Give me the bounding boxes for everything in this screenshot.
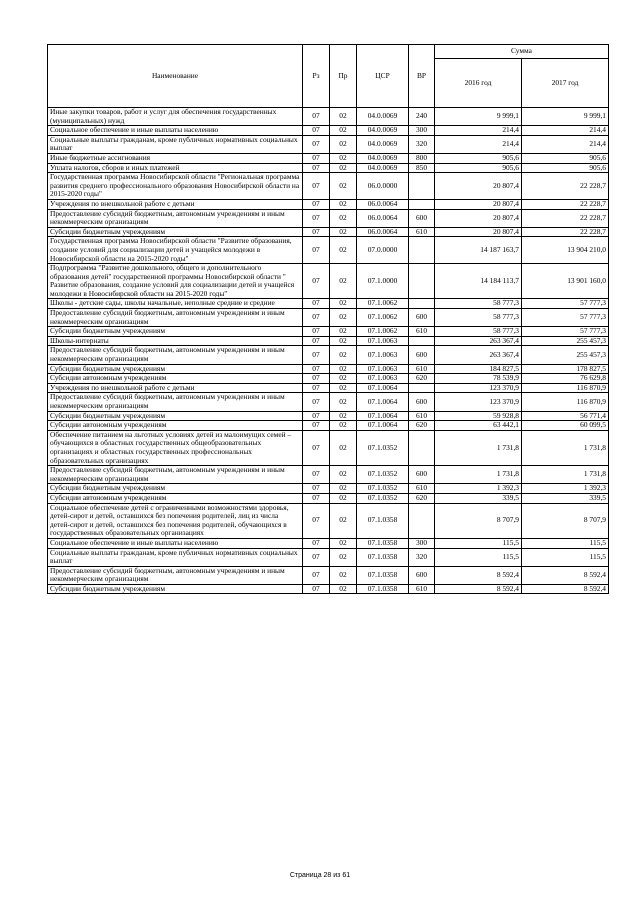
cell-pr: 02 xyxy=(330,209,357,227)
cell-rz: 07 xyxy=(303,209,330,227)
cell-2017: 8 592,4 xyxy=(522,566,609,584)
cell-2017: 8 707,9 xyxy=(522,503,609,538)
cell-name: Школы-интернаты xyxy=(48,336,303,346)
cell-vr xyxy=(409,383,435,393)
cell-pr: 02 xyxy=(330,393,357,411)
cell-vr xyxy=(409,237,435,264)
cell-rz: 07 xyxy=(303,374,330,384)
cell-vr: 610 xyxy=(409,484,435,494)
table-row xyxy=(48,430,609,465)
cell-2016: 20 807,4 xyxy=(435,199,522,209)
cell-rz: 07 xyxy=(303,299,330,309)
cell-vr: 600 xyxy=(409,346,435,364)
cell-rz: 07 xyxy=(303,430,330,465)
cell-pr: 02 xyxy=(330,484,357,494)
cell-rz: 07 xyxy=(303,309,330,327)
cell-csr: 07.1.0062 xyxy=(357,309,409,327)
cell-2016: 8 707,9 xyxy=(435,503,522,538)
cell-rz: 07 xyxy=(303,327,330,337)
cell-2016: 20 807,4 xyxy=(435,173,522,200)
cell-2017: 13 901 160,0 xyxy=(522,264,609,299)
cell-csr: 07.1.0063 xyxy=(357,374,409,384)
cell-rz: 07 xyxy=(303,336,330,346)
cell-csr: 07.1.0352 xyxy=(357,484,409,494)
cell-2016: 263 367,4 xyxy=(435,346,522,364)
cell-pr: 02 xyxy=(330,336,357,346)
cell-pr: 02 xyxy=(330,163,357,173)
cell-name: Субсидии автономным учреждениям xyxy=(48,493,303,503)
header-name: Наименование xyxy=(48,45,303,108)
cell-name: Субсидии бюджетным учреждениям xyxy=(48,327,303,337)
cell-vr: 620 xyxy=(409,374,435,384)
cell-rz: 07 xyxy=(303,163,330,173)
cell-rz: 07 xyxy=(303,548,330,566)
cell-csr: 06.0.0064 xyxy=(357,209,409,227)
cell-name: Учреждения по внешкольной работе с детьми xyxy=(48,383,303,393)
cell-csr: 07.1.0063 xyxy=(357,364,409,374)
cell-csr: 07.1.0352 xyxy=(357,466,409,484)
cell-2017: 214,4 xyxy=(522,126,609,136)
budget-table xyxy=(47,44,609,594)
table-row xyxy=(48,584,609,594)
cell-csr: 06.0.0064 xyxy=(357,199,409,209)
table-row xyxy=(48,493,609,503)
cell-name: Социальное обеспечение и иные выплаты населению xyxy=(48,538,303,548)
cell-2016: 1 731,8 xyxy=(435,466,522,484)
cell-pr: 02 xyxy=(330,493,357,503)
cell-rz: 07 xyxy=(303,484,330,494)
cell-name: Субсидии бюджетным учреждениям xyxy=(48,484,303,494)
cell-pr: 02 xyxy=(330,309,357,327)
cell-2016: 14 187 163,7 xyxy=(435,237,522,264)
cell-2016: 339,5 xyxy=(435,493,522,503)
cell-vr: 240 xyxy=(409,108,435,126)
table-row xyxy=(48,327,609,337)
cell-2016: 184 827,5 xyxy=(435,364,522,374)
cell-2016: 14 184 113,7 xyxy=(435,264,522,299)
cell-2017: 255 457,3 xyxy=(522,346,609,364)
cell-rz: 07 xyxy=(303,173,330,200)
cell-name: Предоставление субсидий бюджетным, автономным учреждениям и иным некоммерческим организациям xyxy=(48,209,303,227)
cell-2016: 58 777,3 xyxy=(435,327,522,337)
table-row xyxy=(48,163,609,173)
cell-rz: 07 xyxy=(303,566,330,584)
cell-2016: 123 370,9 xyxy=(435,393,522,411)
cell-2016: 20 807,4 xyxy=(435,227,522,237)
cell-2017: 57 777,3 xyxy=(522,299,609,309)
cell-vr: 600 xyxy=(409,566,435,584)
cell-vr: 600 xyxy=(409,466,435,484)
cell-2016: 905,6 xyxy=(435,153,522,163)
cell-name: Школы - детские сады, школы начальные, неполные средние и средние xyxy=(48,299,303,309)
cell-2017: 116 870,9 xyxy=(522,393,609,411)
cell-rz: 07 xyxy=(303,135,330,153)
table-header xyxy=(48,45,609,108)
table-row xyxy=(48,466,609,484)
cell-2016: 59 928,8 xyxy=(435,411,522,421)
cell-name: Субсидии бюджетным учреждениям xyxy=(48,227,303,237)
header-sum: Сумма xyxy=(435,45,609,59)
table-row xyxy=(48,538,609,548)
cell-2016: 214,4 xyxy=(435,135,522,153)
table-row xyxy=(48,421,609,431)
cell-pr: 02 xyxy=(330,264,357,299)
cell-2016: 1 731,8 xyxy=(435,430,522,465)
cell-vr: 610 xyxy=(409,411,435,421)
cell-rz: 07 xyxy=(303,584,330,594)
cell-name: Предоставление субсидий бюджетным, автономным учреждениям и иным некоммерческим организациям xyxy=(48,566,303,584)
cell-csr: 06.0.0064 xyxy=(357,227,409,237)
cell-csr: 07.1.0352 xyxy=(357,430,409,465)
table-row xyxy=(48,153,609,163)
cell-csr: 04.0.0069 xyxy=(357,163,409,173)
table-row xyxy=(48,503,609,538)
cell-2017: 22 228,7 xyxy=(522,173,609,200)
cell-rz: 07 xyxy=(303,264,330,299)
cell-vr: 300 xyxy=(409,126,435,136)
cell-vr: 300 xyxy=(409,538,435,548)
cell-csr: 07.1.0352 xyxy=(357,493,409,503)
cell-name: Социальные выплаты гражданам, кроме публичных нормативных социальных выплат xyxy=(48,135,303,153)
table-row xyxy=(48,209,609,227)
cell-2017: 57 777,3 xyxy=(522,309,609,327)
cell-2017: 57 777,3 xyxy=(522,327,609,337)
cell-2016: 115,5 xyxy=(435,548,522,566)
cell-vr xyxy=(409,336,435,346)
cell-rz: 07 xyxy=(303,227,330,237)
cell-2017: 339,5 xyxy=(522,493,609,503)
cell-pr: 02 xyxy=(330,327,357,337)
cell-2017: 115,5 xyxy=(522,538,609,548)
cell-2017: 1 731,8 xyxy=(522,466,609,484)
cell-pr: 02 xyxy=(330,126,357,136)
cell-csr: 04.0.0069 xyxy=(357,126,409,136)
cell-2017: 60 099,5 xyxy=(522,421,609,431)
cell-2016: 115,5 xyxy=(435,538,522,548)
cell-vr: 620 xyxy=(409,421,435,431)
cell-2017: 22 228,7 xyxy=(522,209,609,227)
cell-pr: 02 xyxy=(330,566,357,584)
cell-csr: 07.1.0064 xyxy=(357,411,409,421)
cell-name: Учреждения по внешкольной работе с детьми xyxy=(48,199,303,209)
cell-name: Социальное обеспечение детей с ограниченными возможностями здоровья, детей-сирот и детей, оставшихся без попечения родителей, лиц из числа детей-сирот и детей, оставшихся без попечения родителей, обучающихся в государственных образовательных организациях xyxy=(48,503,303,538)
cell-pr: 02 xyxy=(330,411,357,421)
cell-pr: 02 xyxy=(330,135,357,153)
cell-rz: 07 xyxy=(303,199,330,209)
cell-pr: 02 xyxy=(330,108,357,126)
cell-2016: 78 539,9 xyxy=(435,374,522,384)
header-2016: 2016 год xyxy=(435,59,522,108)
cell-rz: 07 xyxy=(303,421,330,431)
cell-2017: 214,4 xyxy=(522,135,609,153)
cell-pr: 02 xyxy=(330,227,357,237)
table-row xyxy=(48,411,609,421)
cell-2017: 1 392,3 xyxy=(522,484,609,494)
cell-vr xyxy=(409,430,435,465)
cell-vr: 600 xyxy=(409,393,435,411)
table-row xyxy=(48,346,609,364)
cell-name: Субсидии бюджетным учреждениям xyxy=(48,584,303,594)
cell-rz: 07 xyxy=(303,126,330,136)
cell-csr: 04.0.0069 xyxy=(357,153,409,163)
cell-vr: 320 xyxy=(409,135,435,153)
table-row xyxy=(48,264,609,299)
cell-name: Иные закупки товаров, работ и услуг для обеспечения государственных (муниципальных) нужд xyxy=(48,108,303,126)
header-vr: ВР xyxy=(409,45,435,108)
cell-2017: 13 904 210,0 xyxy=(522,237,609,264)
cell-name: Государственная программа Новосибирской области "Развитие образования, создание условий для социализации детей и учащейся молодежи в Новосибирской области на 2015-2020 годы" xyxy=(48,237,303,264)
cell-rz: 07 xyxy=(303,237,330,264)
table-row xyxy=(48,237,609,264)
cell-2016: 9 999,1 xyxy=(435,108,522,126)
cell-name: Субсидии автономным учреждениям xyxy=(48,374,303,384)
cell-name: Иные бюджетные ассигнования xyxy=(48,153,303,163)
cell-rz: 07 xyxy=(303,503,330,538)
cell-rz: 07 xyxy=(303,493,330,503)
cell-pr: 02 xyxy=(330,466,357,484)
cell-2017: 905,6 xyxy=(522,153,609,163)
cell-2016: 8 592,4 xyxy=(435,566,522,584)
table-row xyxy=(48,309,609,327)
cell-vr: 320 xyxy=(409,548,435,566)
cell-csr: 07.1.0358 xyxy=(357,538,409,548)
cell-name: Предоставление субсидий бюджетным, автономным учреждениям и иным некоммерческим организациям xyxy=(48,309,303,327)
cell-vr xyxy=(409,199,435,209)
cell-pr: 02 xyxy=(330,503,357,538)
cell-vr: 610 xyxy=(409,584,435,594)
cell-csr: 07.1.0358 xyxy=(357,503,409,538)
cell-2016: 58 777,3 xyxy=(435,299,522,309)
cell-name: Предоставление субсидий бюджетным, автономным учреждениям и иным некоммерческим организациям xyxy=(48,466,303,484)
cell-2017: 22 228,7 xyxy=(522,227,609,237)
table-row xyxy=(48,566,609,584)
page-number: Страница 28 из 61 xyxy=(289,872,351,879)
table-row xyxy=(48,299,609,309)
cell-vr xyxy=(409,264,435,299)
table-row xyxy=(48,108,609,126)
cell-name: Обеспечение питанием на льготных условиях детей из малоимущих семей – обучающихся в областных государственных общеобразовательных организациях и областных государственных профессиональных образовательных организациях xyxy=(48,430,303,465)
header-2017: 2017 год xyxy=(522,59,609,108)
cell-2016: 905,6 xyxy=(435,163,522,173)
cell-rz: 07 xyxy=(303,411,330,421)
cell-vr: 610 xyxy=(409,364,435,374)
cell-name: Субсидии автономным учреждениям xyxy=(48,421,303,431)
cell-name: Субсидии бюджетным учреждениям xyxy=(48,411,303,421)
cell-2016: 20 807,4 xyxy=(435,209,522,227)
cell-2016: 214,4 xyxy=(435,126,522,136)
cell-csr: 07.1.0064 xyxy=(357,421,409,431)
cell-vr: 610 xyxy=(409,327,435,337)
cell-csr: 07.1.0062 xyxy=(357,327,409,337)
table-row xyxy=(48,336,609,346)
cell-rz: 07 xyxy=(303,364,330,374)
cell-csr: 07.1.0064 xyxy=(357,383,409,393)
cell-pr: 02 xyxy=(330,421,357,431)
cell-pr: 02 xyxy=(330,173,357,200)
table-row xyxy=(48,227,609,237)
table-row xyxy=(48,548,609,566)
cell-name: Подпрограмма "Развитие дошкольного, общего и дополнительного образования детей" государственной программы Новосибирской области " Развитие образования, создание условий для социализации детей и учащейся молодежи в Новосибирской области на 2015-2020 годы" xyxy=(48,264,303,299)
cell-csr: 04.0.0069 xyxy=(357,108,409,126)
cell-pr: 02 xyxy=(330,430,357,465)
cell-csr: 06.0.0000 xyxy=(357,173,409,200)
cell-csr: 04.0.0069 xyxy=(357,135,409,153)
cell-csr: 07.1.0064 xyxy=(357,393,409,411)
cell-2017: 255 457,3 xyxy=(522,336,609,346)
cell-vr xyxy=(409,503,435,538)
cell-csr: 07.1.0358 xyxy=(357,566,409,584)
cell-rz: 07 xyxy=(303,346,330,364)
table-row xyxy=(48,383,609,393)
cell-pr: 02 xyxy=(330,299,357,309)
cell-name: Социальное обеспечение и иные выплаты населению xyxy=(48,126,303,136)
cell-pr: 02 xyxy=(330,383,357,393)
cell-vr: 610 xyxy=(409,227,435,237)
cell-csr: 07.1.0062 xyxy=(357,299,409,309)
cell-2017: 905,6 xyxy=(522,163,609,173)
cell-name: Уплата налогов, сборов и иных платежей xyxy=(48,163,303,173)
cell-2017: 22 228,7 xyxy=(522,199,609,209)
cell-name: Социальные выплаты гражданам, кроме публичных нормативных социальных выплат xyxy=(48,548,303,566)
cell-pr: 02 xyxy=(330,153,357,163)
header-pr: Пр xyxy=(330,45,357,108)
cell-pr: 02 xyxy=(330,364,357,374)
cell-csr: 07.1.0000 xyxy=(357,264,409,299)
cell-2017: 1 731,8 xyxy=(522,430,609,465)
table-row xyxy=(48,126,609,136)
cell-pr: 02 xyxy=(330,584,357,594)
cell-csr: 07.1.0063 xyxy=(357,346,409,364)
table-row xyxy=(48,199,609,209)
cell-pr: 02 xyxy=(330,199,357,209)
cell-2017: 116 870,9 xyxy=(522,383,609,393)
table-body xyxy=(48,108,609,594)
cell-name: Предоставление субсидий бюджетным, автономным учреждениям и иным некоммерческим организациям xyxy=(48,393,303,411)
cell-pr: 02 xyxy=(330,548,357,566)
cell-2016: 263 367,4 xyxy=(435,336,522,346)
cell-2016: 1 392,3 xyxy=(435,484,522,494)
cell-vr: 600 xyxy=(409,309,435,327)
table-row xyxy=(48,135,609,153)
cell-vr: 850 xyxy=(409,163,435,173)
table-row xyxy=(48,484,609,494)
cell-rz: 07 xyxy=(303,108,330,126)
cell-name: Субсидии бюджетным учреждениям xyxy=(48,364,303,374)
cell-vr: 800 xyxy=(409,153,435,163)
cell-2017: 8 592,4 xyxy=(522,584,609,594)
cell-2017: 178 827,5 xyxy=(522,364,609,374)
cell-csr: 07.1.0358 xyxy=(357,548,409,566)
cell-pr: 02 xyxy=(330,346,357,364)
cell-pr: 02 xyxy=(330,374,357,384)
cell-name: Государственная программа Новосибирской области "Региональная программа развития среднего профессионального образования Новосибирской области на 2015-2020 годы" xyxy=(48,173,303,200)
table-row xyxy=(48,374,609,384)
header-csr: ЦСР xyxy=(357,45,409,108)
cell-csr: 07.1.0358 xyxy=(357,584,409,594)
cell-2017: 9 999,1 xyxy=(522,108,609,126)
cell-2017: 115,5 xyxy=(522,548,609,566)
cell-vr xyxy=(409,173,435,200)
cell-csr: 07.0.0000 xyxy=(357,237,409,264)
cell-rz: 07 xyxy=(303,383,330,393)
table-row xyxy=(48,173,609,200)
cell-pr: 02 xyxy=(330,237,357,264)
cell-2016: 123 370,9 xyxy=(435,383,522,393)
cell-rz: 07 xyxy=(303,538,330,548)
table-row xyxy=(48,393,609,411)
cell-2016: 58 777,3 xyxy=(435,309,522,327)
cell-2017: 76 629,8 xyxy=(522,374,609,384)
cell-vr: 600 xyxy=(409,209,435,227)
cell-vr: 620 xyxy=(409,493,435,503)
header-rz: Рз xyxy=(303,45,330,108)
cell-rz: 07 xyxy=(303,153,330,163)
cell-csr: 07.1.0063 xyxy=(357,336,409,346)
cell-rz: 07 xyxy=(303,393,330,411)
cell-pr: 02 xyxy=(330,538,357,548)
cell-2017: 56 771,4 xyxy=(522,411,609,421)
cell-2016: 63 442,1 xyxy=(435,421,522,431)
cell-name: Предоставление субсидий бюджетным, автономным учреждениям и иным некоммерческим организациям xyxy=(48,346,303,364)
table-row xyxy=(48,364,609,374)
cell-rz: 07 xyxy=(303,466,330,484)
cell-vr xyxy=(409,299,435,309)
cell-2016: 8 592,4 xyxy=(435,584,522,594)
